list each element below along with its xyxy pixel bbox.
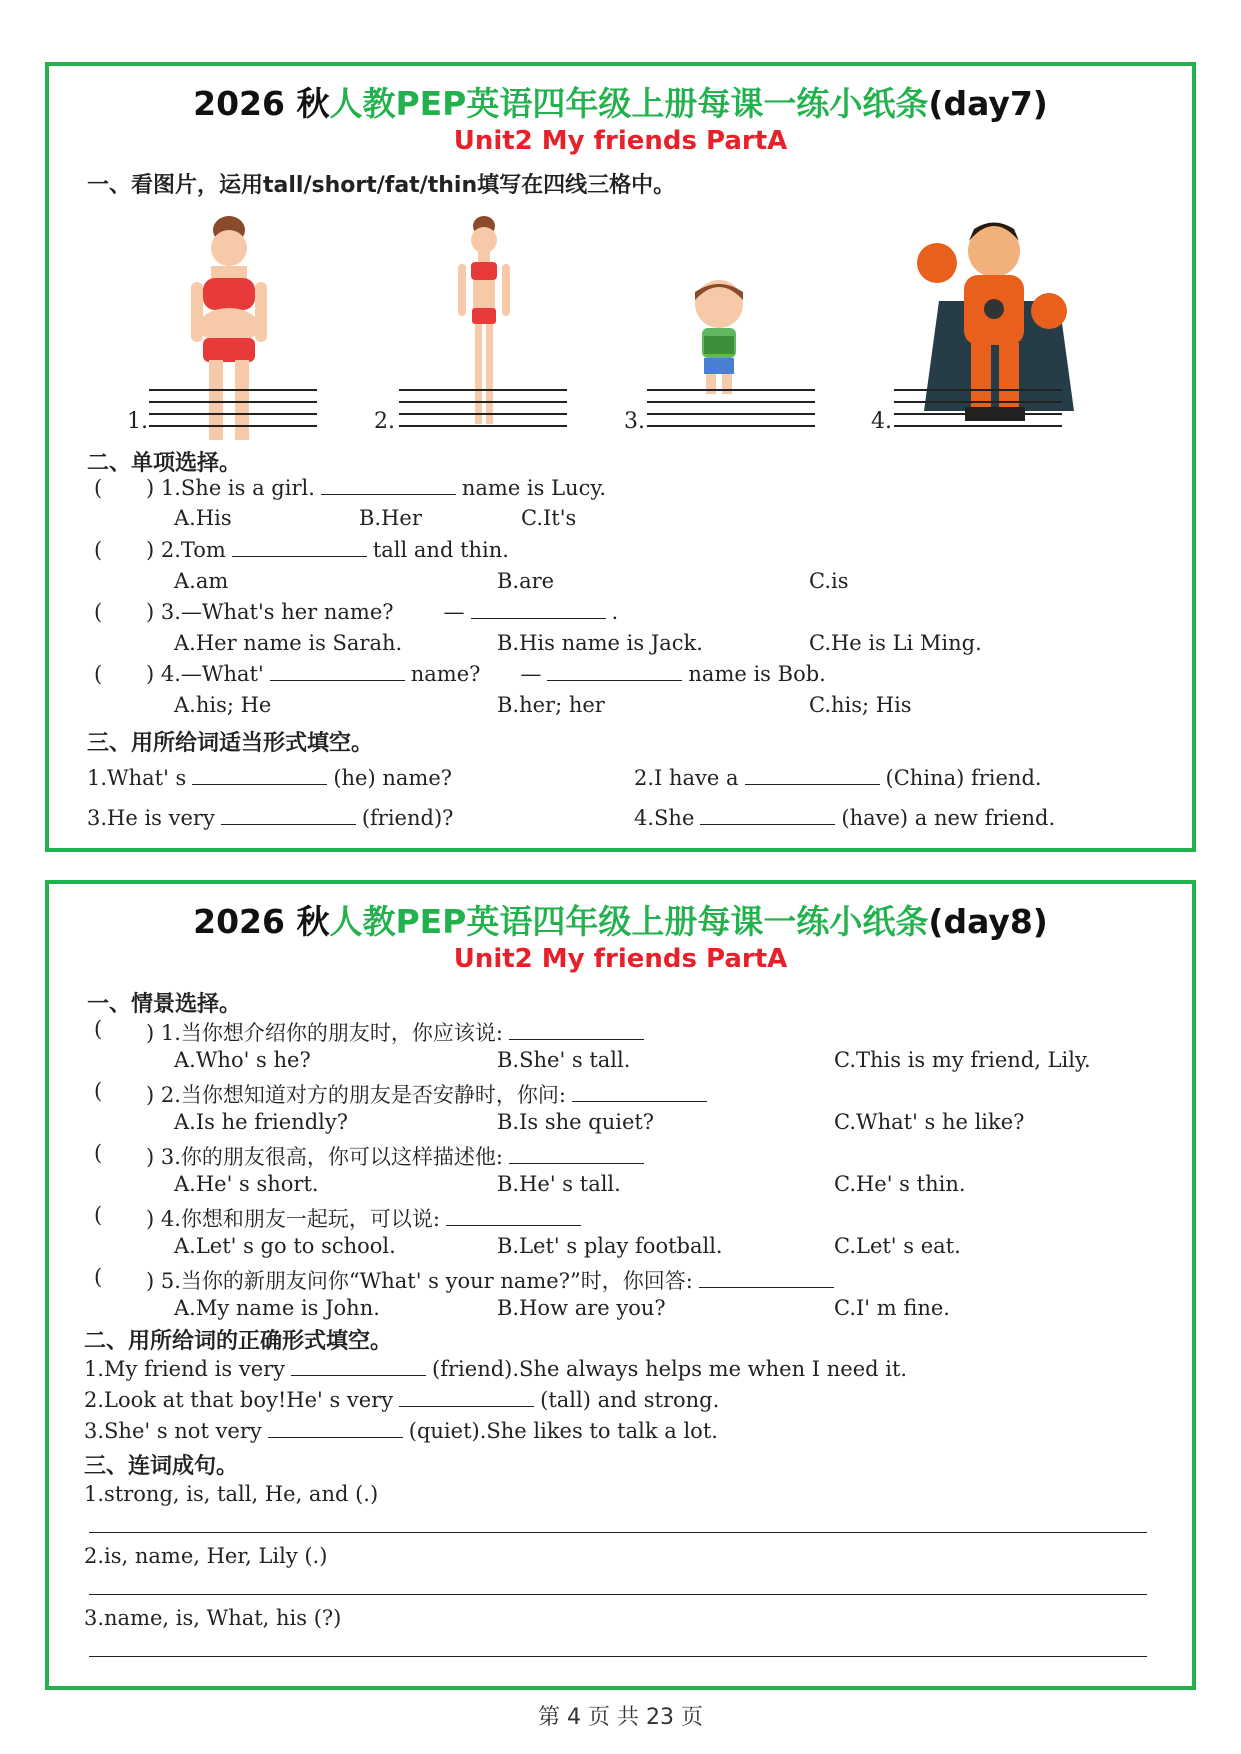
option-b[interactable]: B.her; her [497,693,605,717]
option-c[interactable]: C.Let' s eat. [834,1234,961,1258]
page-number: 第 4 页 共 23 页 [538,1705,703,1730]
answer-paren[interactable]: ( [94,1017,103,1041]
answer-paren[interactable]: ( [94,1203,103,1227]
picture-number: 3. [624,409,645,434]
fill-item: 3.He is very (friend)? [87,806,454,830]
fill-item: 1.What' s (he) name? [87,766,453,790]
answer-paren[interactable]: ( [94,662,103,686]
four-line-writing-area[interactable] [894,389,1062,427]
option-a[interactable]: A.He' s short. [174,1172,319,1196]
answer-paren[interactable]: ( [94,476,103,500]
question-text: ) 5.当你的新朋友问你“What' s your name?”时，你回答: [146,1265,840,1295]
option-a[interactable]: A.Is he friendly? [174,1110,348,1134]
option-b[interactable]: B.are [497,569,555,593]
option-c[interactable]: C.is [809,569,849,593]
fill-item: 1.My friend is very (friend).She always helps me when I need it. [84,1357,908,1381]
question-text: ) 1.She is a girl. name is Lucy. [146,476,607,500]
four-line-writing-area[interactable] [399,389,567,427]
option-b[interactable]: B.He' s tall. [497,1172,621,1196]
answer-paren[interactable]: ( [94,1141,103,1165]
option-c[interactable]: C.his; His [809,693,912,717]
option-a[interactable]: A.Let' s go to school. [174,1234,396,1258]
question-text: ) 4.你想和朋友一起玩，可以说: [146,1203,587,1233]
fill-item: 2.Look at that boy!He' s very (tall) and strong. [84,1388,720,1412]
option-c[interactable]: C.He is Li Ming. [809,631,982,655]
section-heading: 二、单项选择。 [87,451,242,476]
worksheet-day8 [45,880,1196,1690]
option-b[interactable]: B.Let' s play football. [497,1234,723,1258]
option-a[interactable]: A.Her name is Sarah. [174,631,403,655]
answer-blank[interactable] [192,766,327,785]
option-c[interactable]: C.I' m fine. [834,1296,950,1320]
option-a[interactable]: A.Who' s he? [174,1048,311,1072]
option-a[interactable]: A.His [174,506,232,530]
answer-line[interactable] [89,1656,1147,1657]
answer-blank[interactable] [446,1207,581,1226]
page-title: 2026 秋人教PEP英语四年级上册每课一练小纸条(day8) [193,902,1048,941]
answer-blank[interactable] [745,766,880,785]
section-heading: 一、看图片，运用tall/short/fat/thin填写在四线三格中。 [87,173,676,198]
page-title: 2026 秋人教PEP英语四年级上册每课一练小纸条(day7) [193,84,1048,123]
option-c[interactable]: C.What' s he like? [834,1110,1025,1134]
answer-blank[interactable] [547,662,682,681]
question-text: ) 4.—What' name? — name is Bob. [146,662,826,686]
section-heading: 三、连词成句。 [84,1454,239,1479]
word-order-item: 1.strong, is, tall, He, and (.) [84,1482,379,1506]
option-c[interactable]: C.It's [521,506,577,530]
question-text: ) 3.—What's her name? — . [146,600,619,624]
answer-blank[interactable] [232,538,367,557]
answer-blank[interactable] [699,1269,834,1288]
question-text: ) 2.Tom tall and thin. [146,538,509,562]
option-a[interactable]: A.his; He [174,693,272,717]
answer-blank[interactable] [471,600,606,619]
option-a[interactable]: A.am [174,569,229,593]
option-b[interactable]: B.Is she quiet? [497,1110,655,1134]
answer-blank[interactable] [572,1083,707,1102]
page-subtitle: Unit2 My friends PartA [453,944,788,974]
picture-number: 1. [127,409,148,434]
picture-number: 4. [871,409,892,434]
worksheet-day7 [45,62,1196,852]
fill-item: 3.She' s not very (quiet).She likes to talk a lot. [84,1419,718,1443]
section-heading: 一、情景选择。 [87,992,242,1017]
question-text: ) 1.当你想介绍你的朋友时，你应该说: [146,1017,650,1047]
answer-blank[interactable] [321,476,456,495]
word-order-item: 2.is, name, Her, Lily (.) [84,1544,328,1568]
option-b[interactable]: B.How are you? [497,1296,666,1320]
section-heading: 三、用所给词适当形式填空。 [87,731,374,756]
page-subtitle: Unit2 My friends PartA [453,126,788,156]
answer-blank[interactable] [509,1021,644,1040]
word-order-item: 3.name, is, What, his (?) [84,1606,342,1630]
answer-paren[interactable]: ( [94,600,103,624]
answer-blank[interactable] [221,806,356,825]
answer-blank[interactable] [399,1388,534,1407]
answer-blank[interactable] [268,1419,403,1438]
fill-item: 2.I have a (China) friend. [634,766,1042,790]
answer-blank[interactable] [270,662,405,681]
answer-blank[interactable] [291,1357,426,1376]
answer-paren[interactable]: ( [94,1265,103,1289]
answer-blank[interactable] [509,1145,644,1164]
answer-paren[interactable]: ( [94,538,103,562]
short-boy-picture [684,276,754,401]
question-text: ) 3.你的朋友很高，你可以这样描述他: [146,1141,650,1171]
option-c[interactable]: C.This is my friend, Lily. [834,1048,1091,1072]
section-heading: 二、用所给词的正确形式填空。 [84,1329,393,1354]
four-line-writing-area[interactable] [149,389,317,427]
answer-paren[interactable]: ( [94,1079,103,1103]
answer-blank[interactable] [700,806,835,825]
option-c[interactable]: C.He' s thin. [834,1172,966,1196]
option-b[interactable]: B.Her [359,506,422,530]
four-line-writing-area[interactable] [647,389,815,427]
answer-line[interactable] [89,1594,1147,1595]
option-a[interactable]: A.My name is John. [174,1296,380,1320]
option-b[interactable]: B.His name is Jack. [497,631,703,655]
question-text: ) 2.当你想知道对方的朋友是否安静时，你问: [146,1079,713,1109]
option-b[interactable]: B.She' s tall. [497,1048,631,1072]
answer-line[interactable] [89,1532,1147,1533]
fill-item: 4.She (have) a new friend. [634,806,1056,830]
picture-number: 2. [374,409,395,434]
